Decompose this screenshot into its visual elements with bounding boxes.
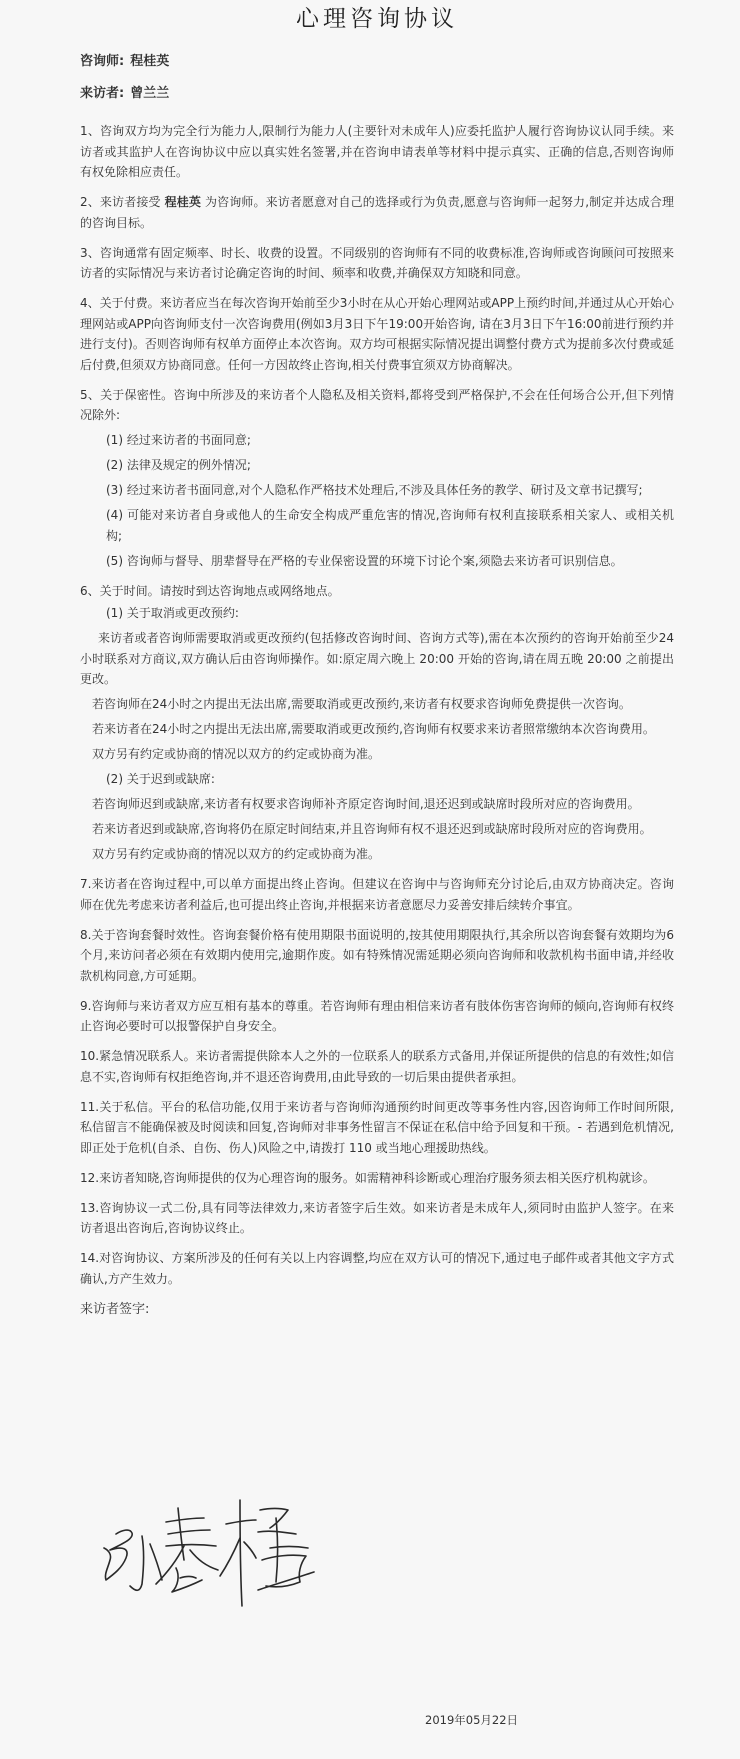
clause-6-sub1-p3: 若来访者在24小时之内提出无法出席,需要取消或更改预约,咨询师有权要求来访者照常缴纳本次咨询费用。 xyxy=(92,722,655,736)
clause-10: 10.紧急情况联系人。来访者需提供除本人之外的一位联系人的联系方式备用,并保证所提供的信息的有效性;如信息不实,咨询师有权拒绝咨询,并不退还咨询费用,由此导致的一切后果由提供者承担。 xyxy=(80,1049,674,1084)
clause-14: 14.对咨询协议、方案所涉及的任何有关以上内容调整,均应在双方认可的情况下,通过电子邮件或者其他文字方式确认,方产生效力。 xyxy=(80,1251,674,1286)
clause-5: 5、关于保密性。咨询中所涉及的来访者个人隐私及相关资料,都将受到严格保护,不会在任何场合公开,但下列情况除外: xyxy=(80,387,674,422)
clause-13: 13.咨询协议一式二份,具有同等法律效力,来访者签字后生效。如来访者是未成年人,须同时由监护人签字。在来访者退出咨询后,咨询协议终止。 xyxy=(80,1200,674,1235)
clause-6-sub2-p1: 若咨询师迟到或缺席,来访者有权要求咨询师补齐原定咨询时间,退还迟到或缺席时段所对应的咨询费用。 xyxy=(92,797,640,811)
clause-6-sub1-p4: 双方另有约定或协商的情况以双方的约定或协商为准。 xyxy=(92,747,381,761)
clause-12: 12.来访者知晓,咨询师提供的仅为心理咨询的服务。如需精神科诊断或心理治疗服务须去相关医疗机构就诊。 xyxy=(80,1170,655,1185)
visitor-name: 曾兰兰 xyxy=(130,86,170,101)
clause-6: 6、关于时间。请按时到达咨询地点或网络地点。 xyxy=(80,583,340,598)
clause-11: 11.关于私信。平台的私信功能,仅用于来访者与咨询师沟通预约时间更改等事务性内容,因咨询师工作时间所限,私信留言不能确保被及时阅读和回复,咨询师对非事务性留言不保证在私信中给予回复和干预。- 若遇到危机情况,即正处于危机(自杀、自伤、伤人)风险之中,请拨打 110 或当地心理援助热线。 xyxy=(80,1099,674,1155)
handwritten-signature xyxy=(100,1488,330,1618)
counselor-line xyxy=(80,53,674,71)
visitor-label: 来访者: xyxy=(80,86,125,101)
visitor-line xyxy=(80,85,674,103)
clause-6-sub1-body: 来访者或者咨询师需要取消或更改预约(包括修改咨询时间、咨询方式等),需在本次预约的咨询开始前至少24小时联系对方商议,双方确认后由咨询师操作。如:原定周六晚上 20:00 开始的咨询,请在周五晚 20:00 之前提出更改。 xyxy=(80,631,674,686)
clause-6-sub2-p2: 若来访者迟到或缺席,咨询将仍在原定时间结束,并且咨询师有权不退还迟到或缺席时段所对应的咨询费用。 xyxy=(92,822,652,836)
clauses xyxy=(80,121,674,1289)
clause-5-item: (1) 经过来访者的书面同意; xyxy=(106,433,251,447)
clause-6-sub2-title: (2) 关于迟到或缺席: xyxy=(106,772,215,786)
clause-4: 4、关于付费。来访者应当在每次咨询开始前至少3小时在从心开始心理网站或APP上预约时间,并通过从心开始心理网站或APP向咨询师支付一次咨询费用(例如3月3日下午19:00开始咨询, 请在3月3日下午16:00前进行预约并进行支付)。否则咨询师有权单方面停止本次咨询。双方均可根据实际情况提出调整付费方式为提前多次付费或延后付费,但须双方协商同意。任何一方因故终止咨询,相关付费事宜须双方协商解决。 xyxy=(80,296,674,372)
clause-1: 1、咨询双方均为完全行为能力人,限制行为能力人(主要针对未成年人)应委托监护人履行咨询协议认同手续。来访者或其监护人在咨询协议中应以真实姓名签署,并在咨询申请表单等材料中提示真实、正确的信息,否则咨询师有权免除相应责任。 xyxy=(80,124,674,179)
signature-date: 2019年05月22日 xyxy=(425,1713,519,1727)
counselor-name: 程桂英 xyxy=(130,54,170,69)
clause-5-item: (4) 可能对来访者自身或他人的生命安全构成严重危害的情况,咨询师有权利直接联系相关家人、或相关机构; xyxy=(106,508,674,543)
clause-2 xyxy=(80,192,674,233)
clause-5-item: (5) 咨询师与督导、朋辈督导在严格的专业保密设置的环境下讨论个案,须隐去来访者可识别信息。 xyxy=(106,553,623,568)
clause-7: 7.来访者在咨询过程中,可以单方面提出终止咨询。但建议在咨询中与咨询师充分讨论后,由双方协商决定。咨询师在优先考虑来访者利益后,也可提出终止咨询,并根据来访者意愿尽力妥善安排后续转介事宜。 xyxy=(80,877,674,912)
clause-9: 9.咨询师与来访者双方应互相有基本的尊重。若咨询师有理由相信来访者有肢体伤害咨询师的倾向,咨询师有权终止咨询必要时可以报警保护自身安全。 xyxy=(80,998,674,1033)
clause-5-item: (3) 经过来访者书面同意,对个人隐私作严格技术处理后,不涉及具体任务的教学、研讨及文章书记撰写; xyxy=(106,483,643,497)
clause-3: 3、咨询通常有固定频率、时长、收费的设置。不同级别的咨询师有不同的收费标准,咨询师或咨询顾问可按照来访者的实际情况与来访者讨论确定咨询的时间、频率和收费,并确保双方知晓和同意。 xyxy=(80,245,674,280)
counselor-label: 咨询师: xyxy=(80,54,125,69)
clause-2-counselor-name: 程桂英 xyxy=(164,195,201,209)
signature-label: 来访者签字: xyxy=(80,1302,150,1317)
clause-6-sub1-title: (1) 关于取消或更改预约: xyxy=(106,606,239,620)
document-title: 心理咨询协议 xyxy=(296,6,458,32)
clause-8: 8.关于咨询套餐时效性。咨询套餐价格有使用期限书面说明的,按其使用期限执行,其余所以咨询套餐有效期均为6个月,来访问者必须在有效期内使用完,逾期作废。如有特殊情况需延期必须向咨询师和收款机构书面申请,并经收款机构同意,方可延期。 xyxy=(80,927,674,983)
clause-2-pre: 2、来访者接受 xyxy=(80,195,165,209)
clause-6-sub1-p2: 若咨询师在24小时之内提出无法出席,需要取消或更改预约,来访者有权要求咨询师免费提供一次咨询。 xyxy=(92,697,631,711)
clause-2-post: 为咨询师。来访者愿意对自己的选择或行为负责,愿意与咨询师一起努力,制定并达成合理的咨询目标。 xyxy=(80,195,674,230)
clause-6-sub2-p3: 双方另有约定或协商的情况以双方的约定或协商为准。 xyxy=(92,847,381,861)
clause-5-item: (2) 法律及规定的例外情况; xyxy=(106,458,251,472)
